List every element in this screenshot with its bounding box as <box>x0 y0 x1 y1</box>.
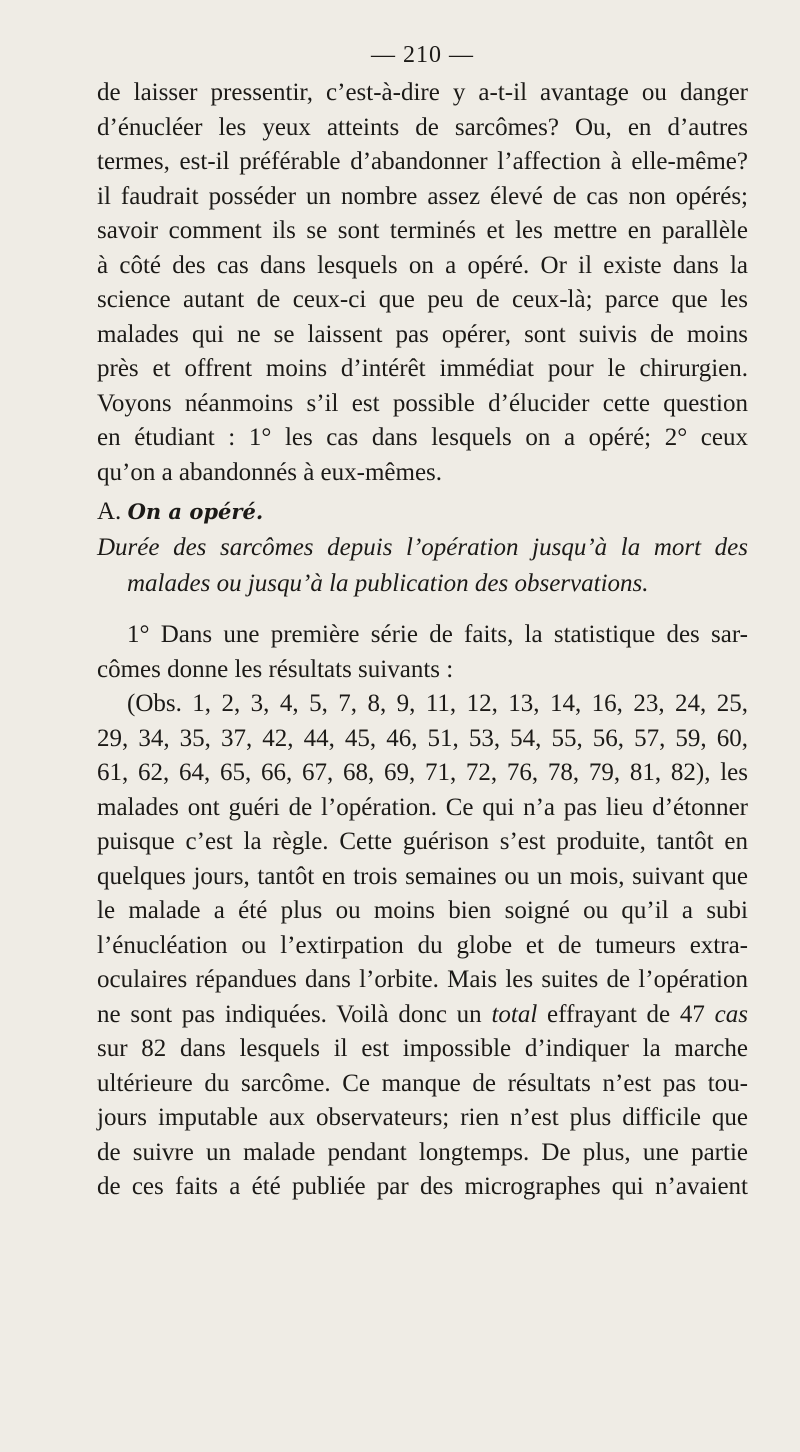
text-line: de laisser pressentir, c’est-à-dire y a-t-il avantage ou danger <box>97 79 748 106</box>
text-line: en étudiant : 1° les cas dans lesquels on a opéré; 2° ceux <box>97 424 748 451</box>
text-line: qu’on a abandonnés à eux-mêmes. <box>97 458 443 486</box>
paragraph-statistics <box>97 618 748 1205</box>
text-line: 1° Dans une première série de faits, la statistique des sar- <box>127 621 748 648</box>
text-line: quelques jours, tantôt en trois semaines ou un mois, suivant que <box>97 862 748 890</box>
text-line: ultérieure du sarcôme. Ce manque de résultats n’est pas tou- <box>97 1069 748 1097</box>
section-title: On a opéré. <box>127 499 264 524</box>
text-line: à côté des cas dans lesquels on a opéré. Or il existe dans la <box>97 251 748 279</box>
text-line: sur 82 dans lesquels il est impossible d’indiquer la marche <box>97 1035 748 1062</box>
text-line: près et offrent moins d’intérêt immédiat pour le chirurgien. <box>97 355 748 382</box>
text-line: malades ont guéri de l’opération. Ce qui n’a pas lieu d’étonner <box>97 793 748 821</box>
text-line: 61, 62, 64, 65, 66, 67, 68, 69, 71, 72, 76, 78, 79, 81, 82), les <box>97 759 748 786</box>
text-line: (Obs. 1, 2, 3, 4, 5, 7, 8, 9, 11, 12, 13, 14, 16, 23, 24, 25, <box>127 690 748 717</box>
text-line: termes, est-il préférable d’abandonner l’affection à elle-même? <box>97 148 748 175</box>
paragraph-intro <box>97 76 748 490</box>
text-line-total <box>97 998 748 1033</box>
text-segment: ne sont pas indiquées. Voilà donc un <box>97 1000 492 1028</box>
spacer <box>97 602 748 618</box>
section-letter: A. <box>97 498 122 525</box>
text-line: savoir comment ils se sont terminés et les mettre en parallèle <box>97 217 748 244</box>
text-line: d’énucléer les yeux atteints de sarcômes? Ou, en d’autres <box>97 113 748 141</box>
text-line: l’énucléation ou l’extirpation du globe et de tumeurs extra- <box>97 931 748 959</box>
subheading <box>97 530 748 602</box>
italic-word-cas: cas <box>714 1000 748 1028</box>
text-line: oculaires répandues dans l’orbite. Mais les suites de l’opération <box>97 966 748 993</box>
text-line: il faudrait posséder un nombre assez élevé de cas non opérés; <box>97 182 748 210</box>
page-number: — 210 — <box>371 42 474 68</box>
section-heading <box>97 494 748 530</box>
subheading-line: malades ou jusqu’à la publication des observations. <box>127 570 649 597</box>
text-line: de ces faits a été publiée par des micrographes qui n’avaient <box>97 1173 748 1200</box>
text-line: science autant de ceux-ci que peu de ceux-là; parce que les <box>97 286 748 313</box>
text-line: jours imputable aux observateurs; rien n’est plus difficile que <box>97 1104 748 1131</box>
text-line: de suivre un malade pendant longtemps. De plus, une partie <box>97 1138 748 1166</box>
text-segment: effrayant de 47 <box>537 1000 715 1028</box>
subheading-line: Durée des sarcômes depuis l’opération jusqu’à la mort des <box>97 534 748 561</box>
text-line: le malade a été plus ou moins bien soigné ou qu’il a subi <box>97 897 748 924</box>
text-line: cômes donne les résultats suivants : <box>97 655 454 683</box>
italic-word-total: total <box>491 1000 538 1028</box>
text-line: malades qui ne se laissent pas opérer, sont suivis de moins <box>97 320 748 348</box>
text-line: Voyons néanmoins s’il est possible d’élucider cette question <box>97 389 748 417</box>
text-line: 29, 34, 35, 37, 42, 44, 45, 46, 51, 53, 54, 55, 56, 57, 59, 60, <box>97 724 748 752</box>
text-line: puisque c’est la règle. Cette guérison s’est produite, tantôt en <box>97 828 748 855</box>
